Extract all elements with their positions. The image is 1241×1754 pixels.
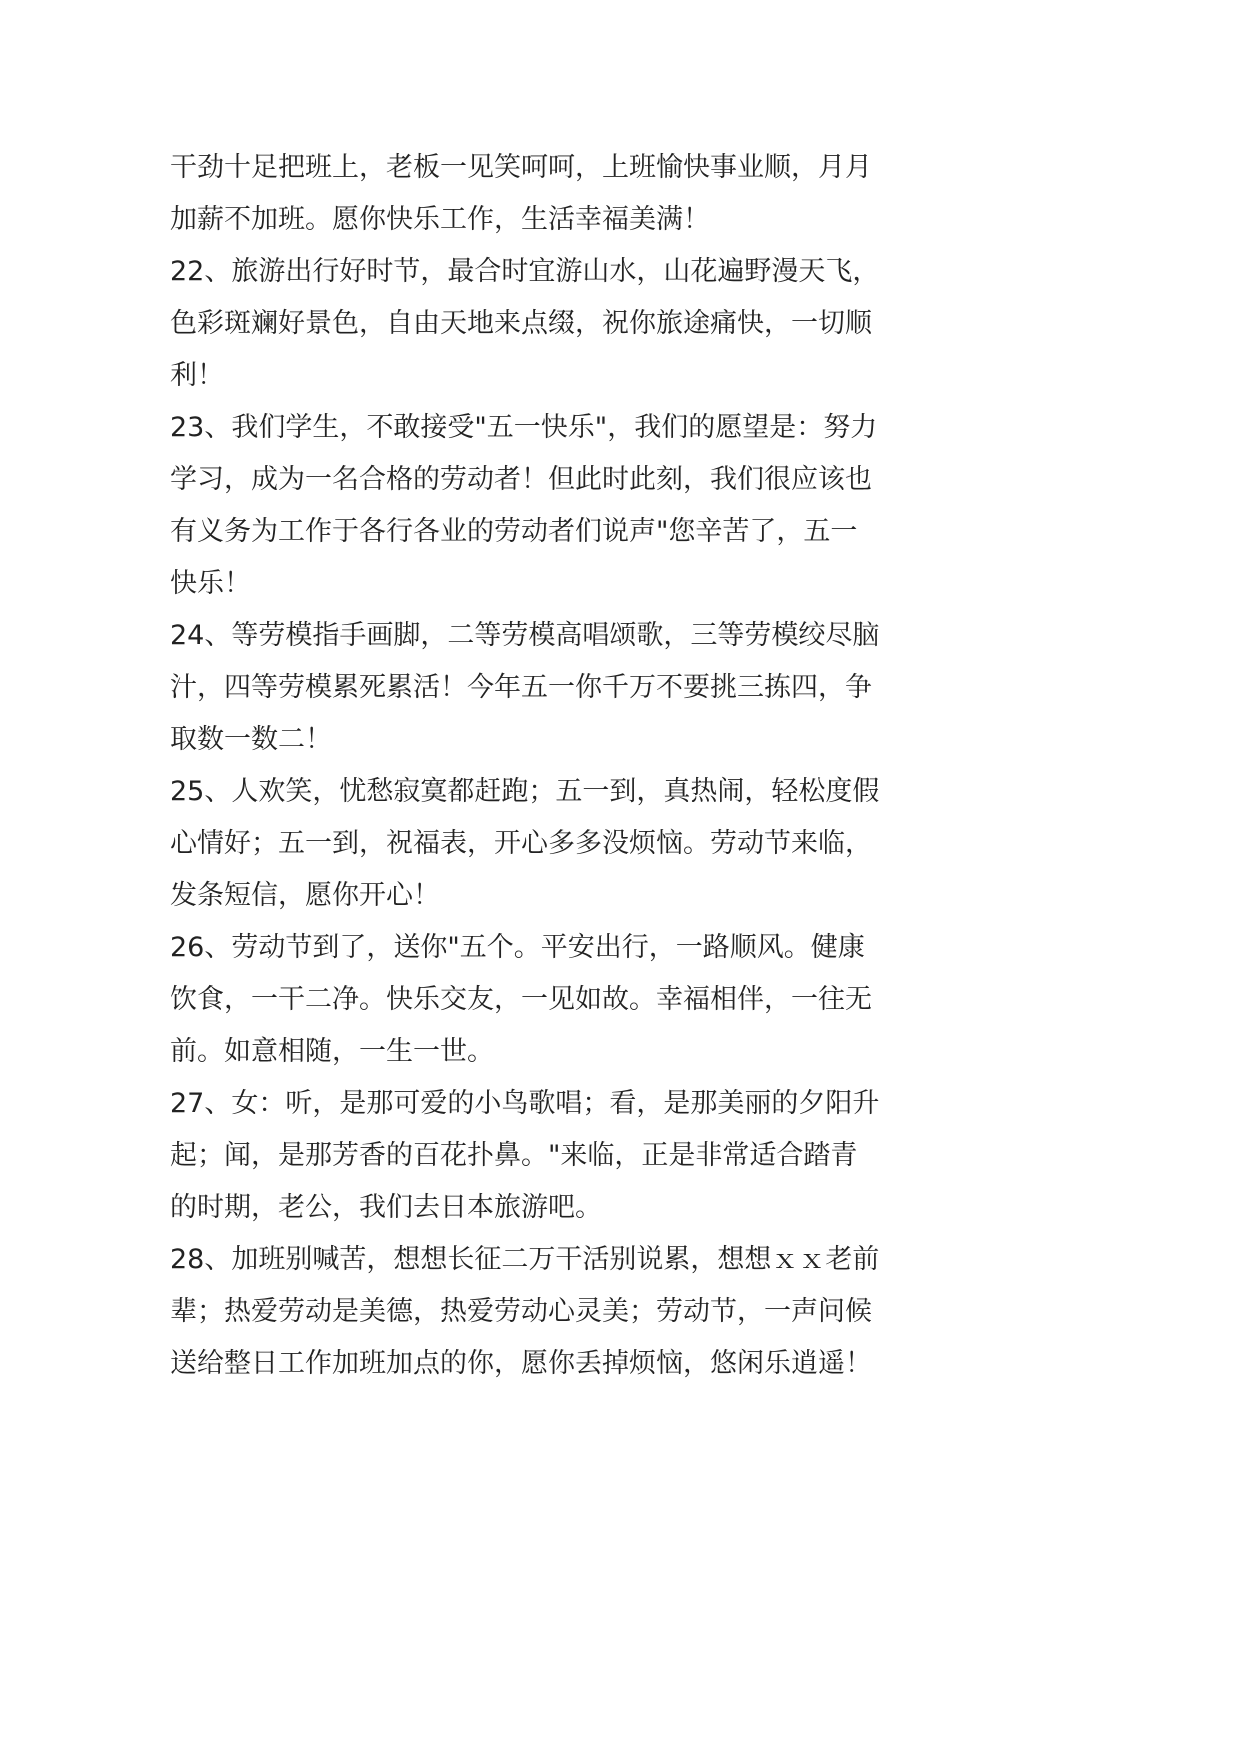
- text-line: 27、女：听，是那可爱的小鸟歌唱；看，是那美丽的夕阳升: [170, 1088, 880, 1119]
- text-line: 发条短信，愿你开心！: [170, 880, 440, 911]
- text-line: 色彩斑斓好景色，自由天地来点缀，祝你旅途痛快，一切顺: [170, 308, 872, 339]
- text-line: 起；闻，是那芳香的百花扑鼻。"来临，正是非常适合踏青: [170, 1140, 858, 1171]
- text-line: 学习，成为一名合格的劳动者！但此时此刻，我们很应该也: [170, 464, 872, 495]
- text-line: 26、劳动节到了，送你"五个。平安出行，一路顺风。健康: [170, 932, 865, 963]
- text-line: 24、等劳模指手画脚，二等劳模高唱颂歌，三等劳模绞尽脑: [170, 620, 880, 651]
- document-body: [170, 142, 960, 1390]
- text-line: 心情好；五一到，祝福表，开心多多没烦恼。劳动节来临，: [170, 828, 872, 859]
- text-line: 快乐！: [170, 568, 251, 599]
- text-line: 前。如意相随，一生一世。: [170, 1036, 494, 1067]
- text-line: 利！: [170, 360, 224, 391]
- text-line: 饮食，一干二净。快乐交友，一见如故。幸福相伴，一往无: [170, 984, 872, 1015]
- text-line: 取数一数二！: [170, 724, 332, 755]
- text-line: 加薪不加班。愿你快乐工作，生活幸福美满！: [170, 204, 710, 235]
- text-line: 25、人欢笑，忧愁寂寞都赶跑；五一到，真热闹，轻松度假: [170, 776, 880, 807]
- text-line: 送给整日工作加班加点的你，愿你丢掉烦恼，悠闲乐逍遥！: [170, 1348, 872, 1379]
- text-line: 有义务为工作于各行各业的劳动者们说声"您辛苦了，五一: [170, 516, 858, 547]
- text-line: 22、旅游出行好时节，最合时宜游山水，山花遍野漫天飞，: [170, 256, 880, 287]
- text-line: 辈；热爱劳动是美德，热爱劳动心灵美；劳动节，一声问候: [170, 1296, 872, 1327]
- text-line: 的时期，老公，我们去日本旅游吧。: [170, 1192, 602, 1223]
- text-line: 干劲十足把班上，老板一见笑呵呵，上班愉快事业顺，月月: [170, 152, 872, 183]
- text-line: 23、我们学生，不敢接受"五一快乐"，我们的愿望是：努力: [170, 412, 878, 443]
- text-line: 28、加班别喊苦，想想长征二万干活别说累，想想ｘｘ老前: [170, 1244, 880, 1275]
- text-line: 汁，四等劳模累死累活！今年五一你千万不要挑三拣四，争: [170, 672, 872, 703]
